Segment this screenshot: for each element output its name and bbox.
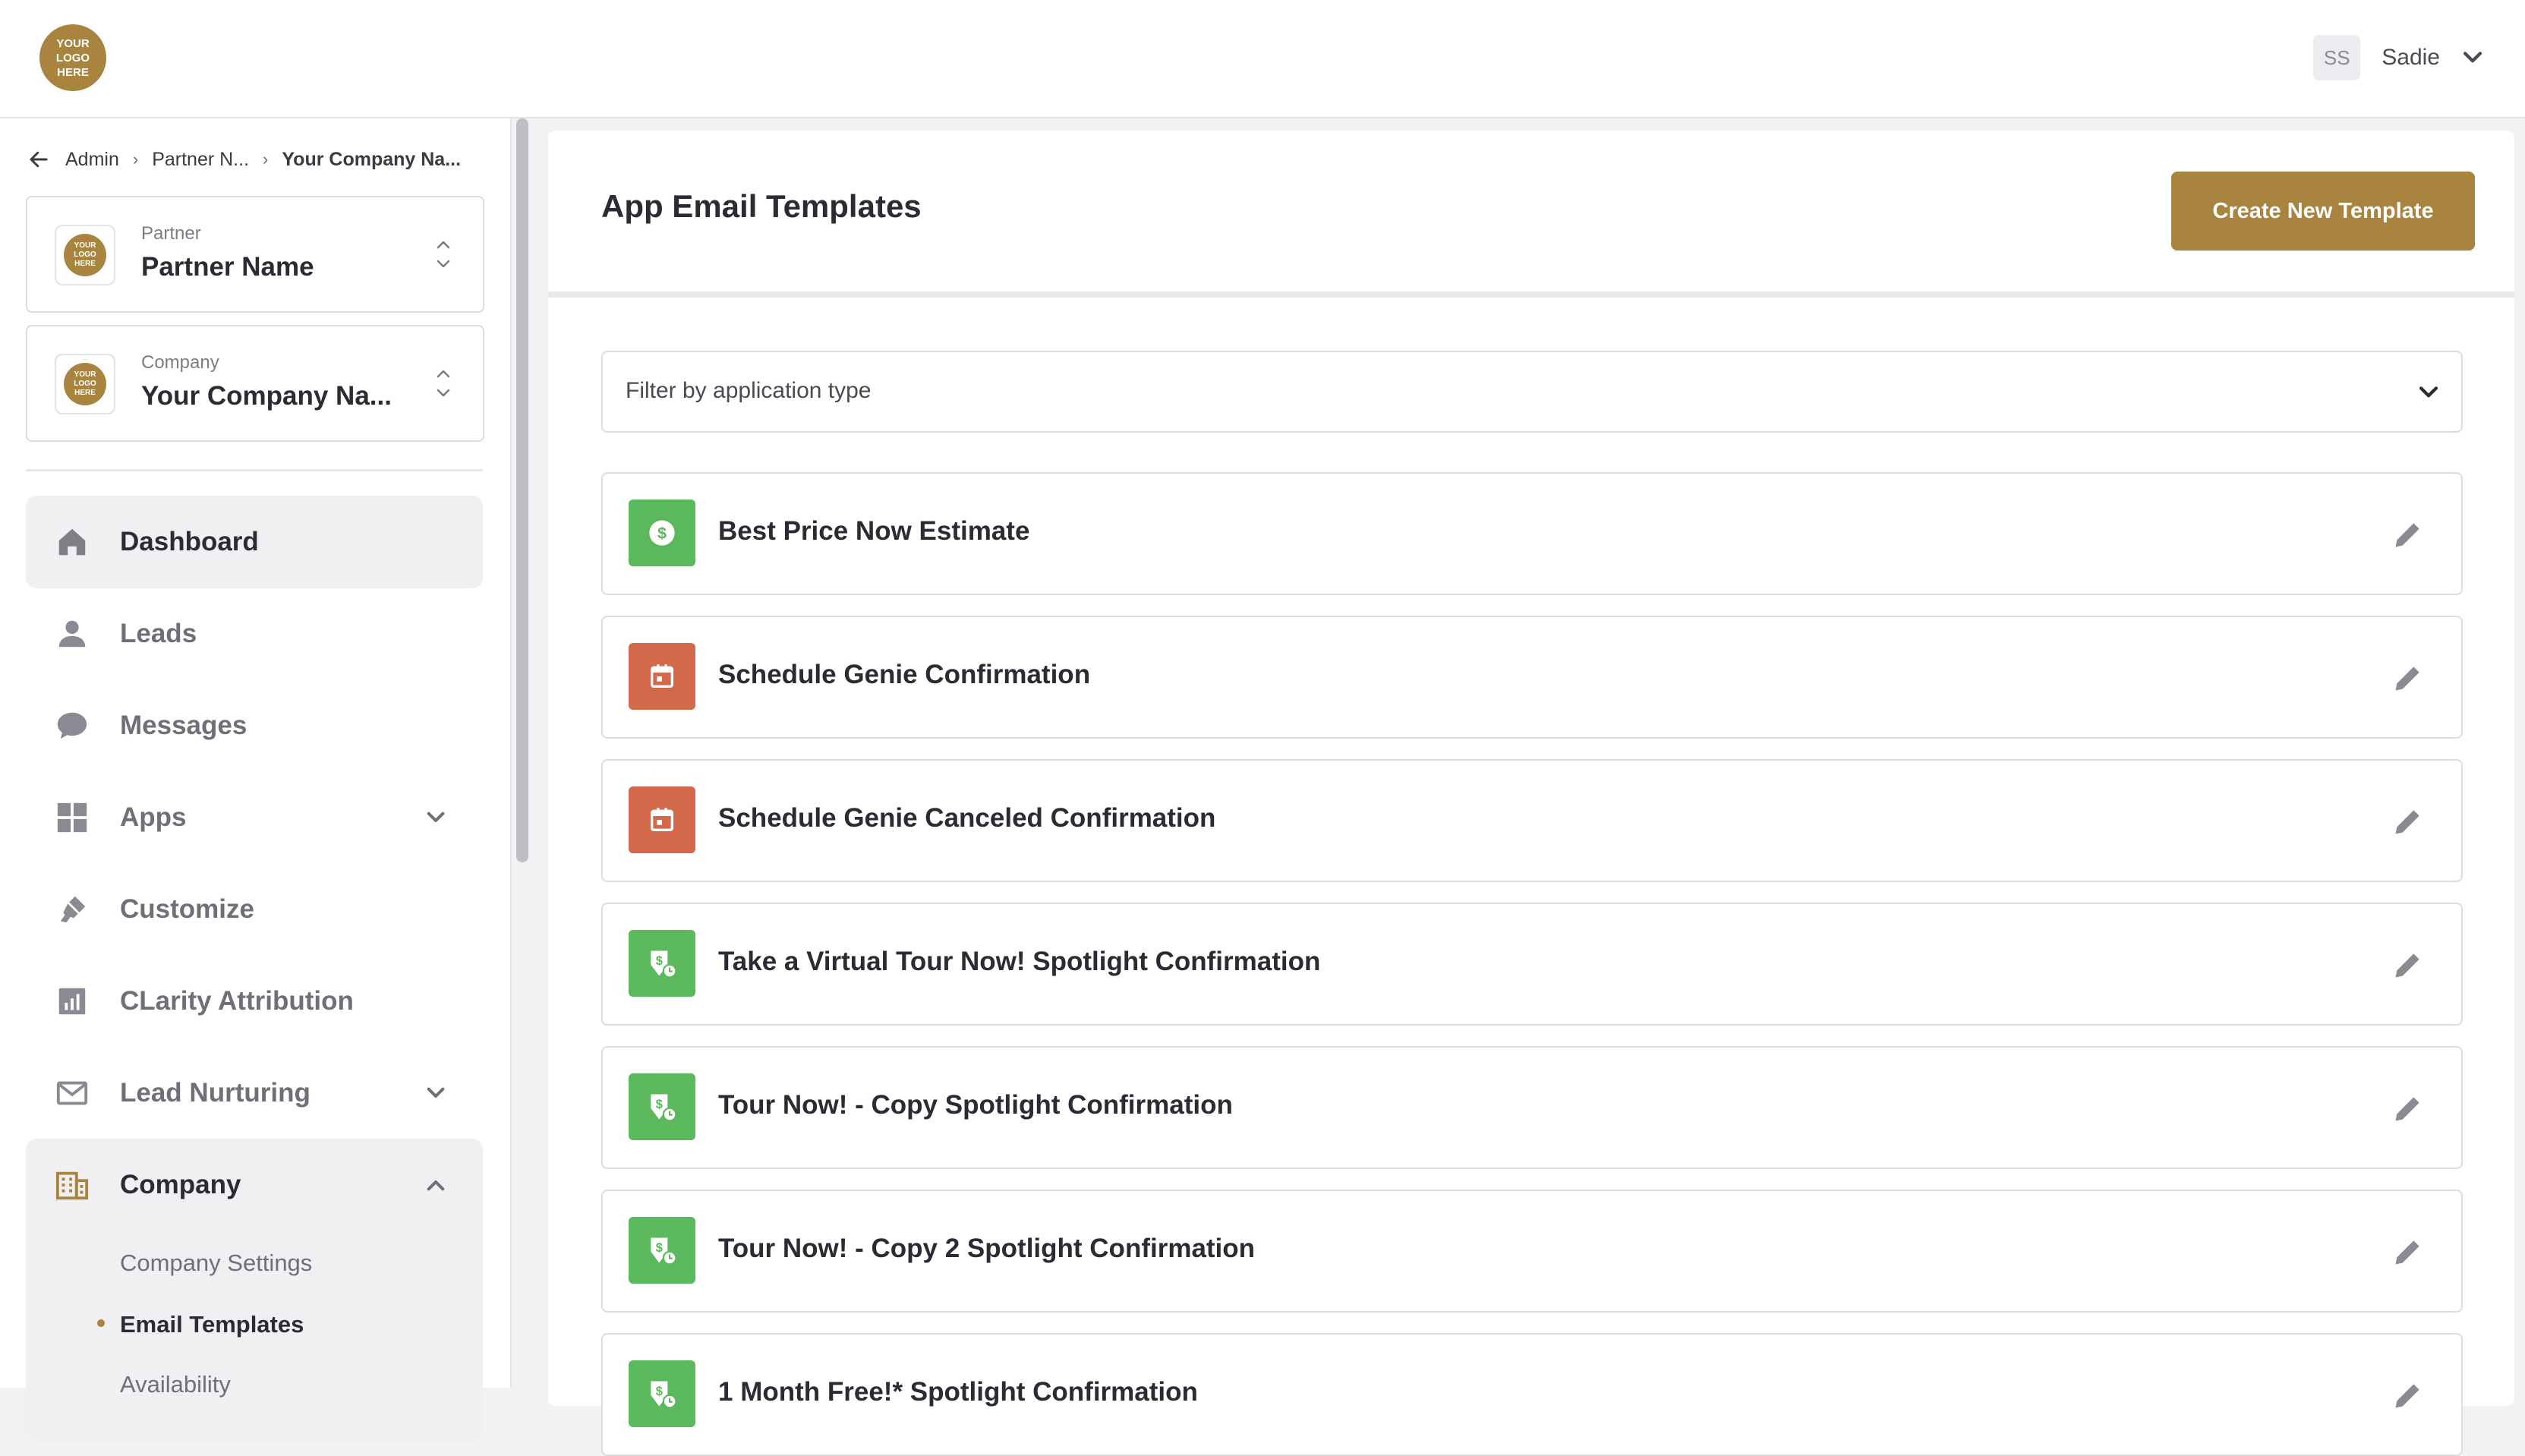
company-picker[interactable] bbox=[26, 325, 484, 442]
top-bar bbox=[0, 0, 2525, 118]
page-title: App Email Templates bbox=[601, 188, 922, 224]
sidebar-item-dashboard[interactable] bbox=[26, 496, 483, 588]
partner-logo bbox=[55, 225, 115, 285]
sidebar-item-company[interactable] bbox=[26, 1139, 483, 1231]
svg-text:$: $ bbox=[655, 953, 663, 968]
partner-picker-value: Partner Name bbox=[141, 252, 314, 282]
chevron-down-icon bbox=[2416, 380, 2441, 405]
template-name: Tour Now! - Copy 2 Spotlight Confirmation bbox=[718, 1234, 1256, 1263]
building-icon bbox=[55, 1168, 90, 1202]
envelope-icon bbox=[55, 1076, 90, 1111]
template-name: Schedule Genie Canceled Confirmation bbox=[718, 803, 1216, 833]
sidebar-item-label: Lead Nurturing bbox=[120, 1078, 311, 1108]
paint-brush-icon bbox=[55, 892, 90, 927]
template-row[interactable] bbox=[601, 1046, 2463, 1169]
template-name: Tour Now! - Copy Spotlight Confirmation bbox=[718, 1090, 1233, 1120]
sidebar-item-messages[interactable] bbox=[26, 679, 483, 772]
breadcrumb-item-partner[interactable]: Partner N... bbox=[152, 148, 250, 170]
sidebar-item-label: Leads bbox=[120, 619, 197, 648]
template-name: Take a Virtual Tour Now! Spotlight Confirmation bbox=[718, 947, 1321, 976]
svg-text:$: $ bbox=[657, 523, 667, 543]
subnav-company-settings[interactable]: Company Settings bbox=[120, 1250, 313, 1276]
sidebar-item-label: Company bbox=[120, 1170, 241, 1199]
user-menu[interactable] bbox=[2313, 35, 2486, 80]
partner-picker[interactable] bbox=[26, 196, 484, 313]
person-icon bbox=[55, 616, 90, 651]
pencil-edit-icon[interactable] bbox=[2391, 948, 2425, 982]
sidebar-item-leads[interactable] bbox=[26, 588, 483, 680]
filter-placeholder: Filter by application type bbox=[626, 378, 872, 403]
pencil-edit-icon[interactable] bbox=[2391, 1235, 2425, 1268]
template-name: Schedule Genie Confirmation bbox=[718, 660, 1091, 689]
grid-icon bbox=[55, 800, 90, 835]
template-row[interactable] bbox=[601, 1190, 2463, 1313]
bar-chart-icon bbox=[55, 984, 90, 1019]
company-picker-value: Your Company Na... bbox=[141, 381, 392, 411]
main-panel bbox=[548, 131, 2514, 1406]
calendar-icon bbox=[629, 643, 695, 710]
company-logo-mark: YOUR LOGO HERE bbox=[64, 363, 106, 405]
company-nav-group bbox=[26, 1139, 483, 1442]
pencil-edit-icon[interactable] bbox=[2391, 1379, 2425, 1412]
sidebar-item-customize[interactable] bbox=[26, 863, 483, 956]
sidebar-item-label: Customize bbox=[120, 894, 254, 924]
price-tag-clock-icon bbox=[629, 1360, 695, 1427]
breadcrumb-item-company: Your Company Na... bbox=[282, 148, 462, 170]
svg-text:$: $ bbox=[655, 1240, 663, 1255]
company-picker-logo bbox=[55, 354, 115, 414]
partner-picker-title: Partner bbox=[141, 223, 201, 244]
company-picker-title: Company bbox=[141, 352, 219, 373]
breadcrumb-separator-icon: › bbox=[263, 150, 269, 169]
panel-header bbox=[548, 131, 2514, 298]
create-new-template-button[interactable]: Create New Template bbox=[2171, 172, 2475, 251]
company-logo[interactable] bbox=[39, 24, 106, 91]
pencil-edit-icon[interactable] bbox=[2391, 805, 2425, 838]
chevron-up-icon[interactable] bbox=[424, 1173, 448, 1197]
user-name[interactable]: Sadie bbox=[2382, 45, 2440, 70]
template-name: 1 Month Free!* Spotlight Confirmation bbox=[718, 1377, 1198, 1407]
back-arrow-icon[interactable] bbox=[27, 148, 50, 171]
breadcrumb-separator-icon: › bbox=[132, 150, 139, 169]
sidebar-item-label: Dashboard bbox=[120, 527, 259, 556]
chevron-down-icon[interactable] bbox=[2460, 45, 2486, 71]
chat-bubble-icon bbox=[55, 708, 90, 743]
chevron-down-icon[interactable] bbox=[424, 1081, 448, 1105]
up-down-chevron-icon bbox=[434, 235, 452, 273]
dollar-circle-icon bbox=[629, 500, 695, 566]
price-tag-clock-icon bbox=[629, 1073, 695, 1140]
home-icon bbox=[55, 525, 90, 559]
subnav-availability[interactable]: Availability bbox=[120, 1371, 231, 1398]
sidebar-item-label: Messages bbox=[120, 711, 247, 740]
template-row[interactable] bbox=[601, 616, 2463, 739]
svg-text:$: $ bbox=[655, 1384, 663, 1398]
pencil-edit-icon[interactable] bbox=[2391, 518, 2425, 551]
price-tag-clock-icon bbox=[629, 930, 695, 997]
sidebar-item-label: Apps bbox=[120, 802, 187, 832]
chevron-down-icon[interactable] bbox=[424, 805, 448, 830]
subnav-email-templates[interactable]: Email Templates bbox=[120, 1311, 304, 1338]
pencil-edit-icon[interactable] bbox=[2391, 1092, 2425, 1125]
price-tag-clock-icon bbox=[629, 1217, 695, 1284]
template-row[interactable] bbox=[601, 759, 2463, 882]
logo-text: YOUR LOGO HERE bbox=[55, 36, 90, 79]
template-row[interactable] bbox=[601, 903, 2463, 1026]
svg-text:$: $ bbox=[655, 1097, 663, 1111]
active-bullet-icon bbox=[97, 1319, 105, 1327]
pencil-edit-icon[interactable] bbox=[2391, 661, 2425, 695]
application-type-filter[interactable] bbox=[601, 351, 2463, 433]
breadcrumb bbox=[27, 144, 461, 175]
partner-logo-mark: YOUR LOGO HERE bbox=[64, 234, 106, 276]
breadcrumb-item-admin[interactable]: Admin bbox=[65, 148, 119, 170]
sidebar-divider bbox=[26, 469, 483, 471]
up-down-chevron-icon bbox=[434, 364, 452, 402]
template-row[interactable] bbox=[601, 472, 2463, 595]
sidebar-item-clarity-attribution[interactable] bbox=[26, 955, 483, 1048]
sidebar-item-lead-nurturing[interactable] bbox=[26, 1047, 483, 1139]
template-name: Best Price Now Estimate bbox=[718, 516, 1030, 546]
avatar[interactable]: SS bbox=[2313, 35, 2360, 80]
template-row[interactable] bbox=[601, 1333, 2463, 1456]
calendar-icon bbox=[629, 786, 695, 853]
sidebar-scrollbar[interactable] bbox=[516, 118, 528, 862]
sidebar-item-apps[interactable] bbox=[26, 771, 483, 864]
sidebar-item-label: CLarity Attribution bbox=[120, 986, 354, 1016]
